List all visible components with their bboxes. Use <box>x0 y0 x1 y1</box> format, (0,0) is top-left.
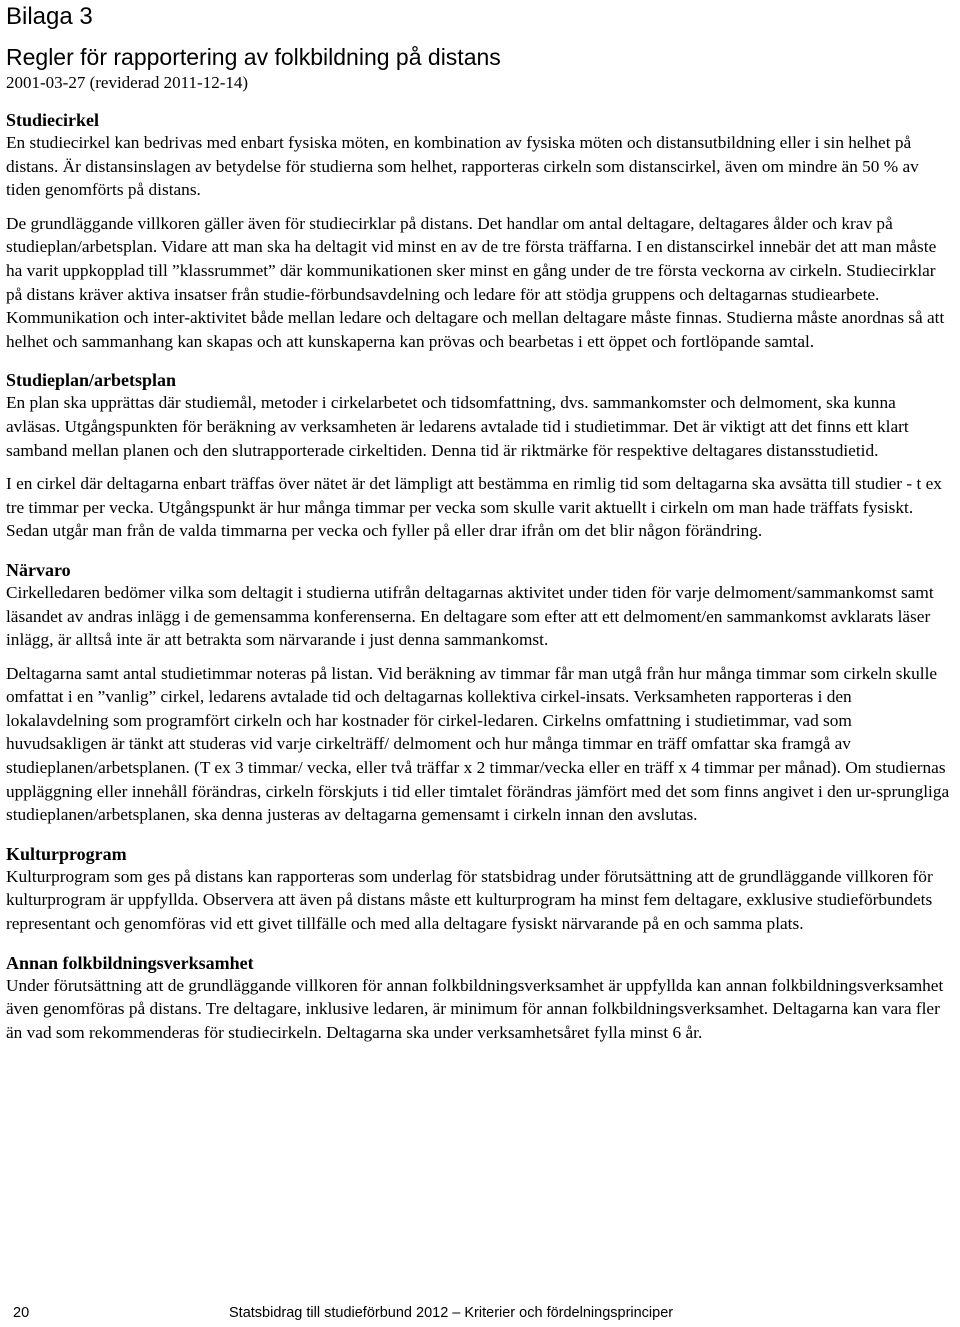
appendix-label: Bilaga 3 <box>6 3 93 30</box>
paragraph: Kulturprogram som ges på distans kan rapporteras som underlag för statsbidrag under förutsättning att de grundläggande villkoren för kulturprogram är uppfyllda. Observera att även på distans måste ett kulturprogram ha minst fem deltagare, exklusive studieförbundets representant och genomföras vid ett givet tillfälle och med alla deltagare fysiskt närvarande på en och samma plats. <box>6 866 933 934</box>
paragraph: En studiecirkel kan bedrivas med enbart fysiska möten, en kombination av fysiska möten och distansutbildning eller i sin helhet på distans. Är distansinslagen av betydelse för studierna som helhet, rapporteras cirkeln som distanscirkel, även om mindre än 50 % av tiden genomförts på distans. <box>6 133 919 200</box>
paragraph: En plan ska upprättas där studiemål, metoder i cirkelarbetet och tidsomfattning, dvs. sammankomster och delmoment, ska kunna avläsas. Utgångspunkten för beräkning av verksamheten är ledarens avtalade tid i studietimmar. Det är viktigt att det finns ett klart samband mellan planen och den slutrapporterade cirkeltiden. Denna tid är riktmärke för respektive deltagares distansstudietid. <box>6 393 909 460</box>
paragraph: Deltagarna samt antal studietimmar noteras på listan. Vid beräkning av timmar får man utgå från hur många timmar som cirkeln skulle omfattat i en ”vanlig” cirkel, ledarens avtalade tid och deltagarnas kollektiva cirkel-insats. Verksamheten rapporteras i den lokalavdelning som programfört cirkeln och har kostnader för cirkel-ledaren. Cirkelns omfattning i studietimmar, vad som huvudsakligen är tänkt att studeras vid varje cirkelträff/ delmoment och hur många timmar en träff omfattar ska framgå av studieplanen/arbetsplanen. (T ex 3 timmar/ vecka, eller två träffar x 2 timmar/vecka eller en träff x 4 timmar per månad). Om studiernas uppläggning eller innehåll förändras, cirkeln förskjuts i tid eller timtalet förändras jämfört med det som finns angivet i den ur-sprungliga studieplanen/arbetsplanen, ska denna justeras av deltagarna gemensamt i cirkeln innan den avslutas. <box>6 663 950 825</box>
paragraph: I en cirkel där deltagarna enbart träffas över nätet är det lämpligt att bestämma en rimlig tid som deltagarna ska avsätta till studier - t ex tre timmar per vecka. Utgångspunkt är hur många timmar per vecka som skulle varit aktuellt i cirkeln om man hade träffats fysiskt. Sedan utgår man från de valda timmarna per vecka och fyller på eller drar ifrån om det blir någon förändring. <box>6 474 942 541</box>
document-page <box>6 0 952 1044</box>
paragraph: Cirkelledaren bedömer vilka som deltagit i studierna utifrån deltagarnas aktivitet under tiden för varje delmoment/sammankomst samt läsandet av andras inlägg i de gemensamma konferenserna. En deltagare som efter att ett delmoment/en sammankomst avklarats läser inlägg, är alltså inte är att betrakta som närvarande i just denna sammankomst. <box>6 582 934 650</box>
paragraph: De grundläggande villkoren gäller även för studiecirklar på distans. Det handlar om antal deltagare, deltagares ålder och krav på studieplan/arbetsplan. Vidare att man ska ha deltagit vid minst en av de tre första träffarna. I en distanscirkel innebär det att man måste ha varit uppkopplad till ”klassrummet” där kommunikationen sker minst en gång under de tre första veckorna av cirkeln. Studiecirklar på distans kräver aktiva insatser från studie-förbundsavdelning och ledare för att stödja gruppens och deltagarnas studiearbete. Kommunikation och inter-aktivitet både mellan ledare och deltagare och mellan deltagare måste finnas. Studierna måste anordnas så att helhet och sammanhang kan skapas och att kunskaperna kan prövas och bearbetas i ett öppet och fortlöpande samtal. <box>6 213 945 351</box>
section-heading-studiecirkel: Studiecirkel <box>6 110 99 130</box>
page-number: 20 <box>13 1305 30 1321</box>
paragraph: Under förutsättning att de grundläggande villkoren för annan folkbildningsverksamhet är uppfyllda kan annan folkbildningsverksamhet även genomföras på distans. Tre deltagare, inklusive ledaren, är minimum för annan folkbildningsverksamhet. Deltagarna kan vara fler än vad som rekommenderas för studiecirkeln. Deltagarna ska under verksamhetsåret fylla minst 6 år. <box>6 975 944 1042</box>
section-heading-studieplan: Studieplan/arbetsplan <box>6 370 177 391</box>
section-heading-annan-folkbildning: Annan folkbildningsverksamhet <box>6 952 254 973</box>
section-heading-narvaro: Närvaro <box>6 559 71 580</box>
section-heading-kulturprogram: Kulturprogram <box>6 843 127 864</box>
document-title: Regler för rapportering av folkbildning på distans <box>6 44 501 70</box>
footer-text: Statsbidrag till studieförbund 2012 – Kriterier och fördelningsprinciper <box>229 1305 674 1321</box>
document-date: 2001-03-27 (reviderad 2011-12-14) <box>6 73 249 92</box>
